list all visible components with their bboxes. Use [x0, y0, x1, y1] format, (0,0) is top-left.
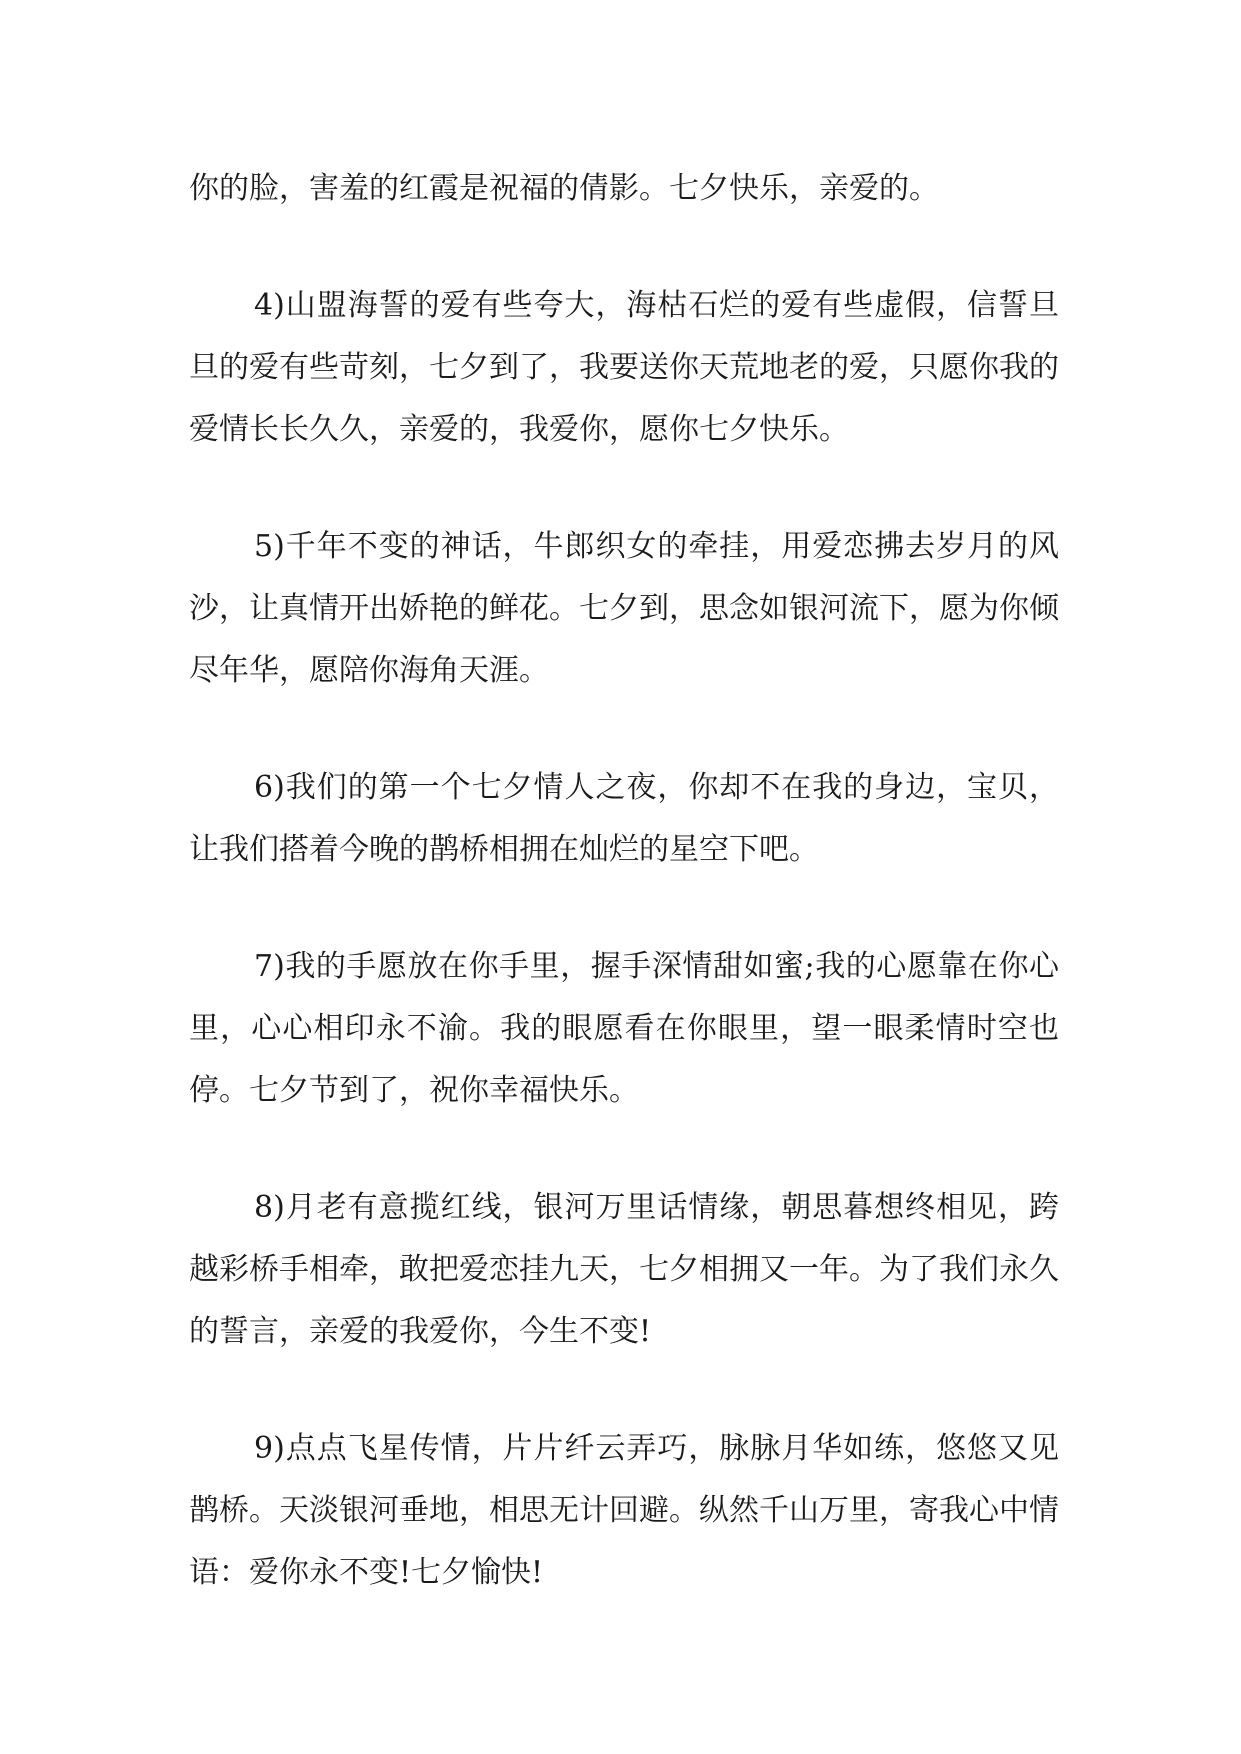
paragraph-7: 7)我的手愿放在你手里，握手深情甜如蜜;我的心愿靠在你心里，心心相印永不渝。我的眼愿看在你眼里，望一眼柔情时空也停。七夕节到了，祝你幸福快乐。	[189, 949, 1059, 1108]
paragraph-4: 4)山盟海誓的爱有些夸大，海枯石烂的爱有些虚假，信誓旦旦的爱有些苛刻，七夕到了，我要送你天荒地老的爱，只愿你我的爱情长长久久，亲爱的，我爱你，愿你七夕快乐。	[189, 288, 1059, 447]
paragraph-8: 8)月老有意揽红线，银河万里话情缘，朝思暮想终相见，跨越彩桥手相牵，敢把爱恋挂九天，七夕相拥又一年。为了我们永久的誓言，亲爱的我爱你，今生不变!	[189, 1190, 1059, 1349]
paragraph-9: 9)点点飞星传情，片片纤云弄巧，脉脉月华如练，悠悠又见鹊桥。天淡银河垂地，相思无计回避。纵然千山万里，寄我心中情语：爱你永不变!七夕愉快!	[189, 1431, 1059, 1590]
paragraph-5: 5)千年不变的神话，牛郎织女的牵挂，用爱恋拂去岁月的风沙，让真情开出娇艳的鲜花。七夕到，思念如银河流下，愿为你倾尽年华，愿陪你海角天涯。	[189, 529, 1059, 688]
document-body	[189, 158, 1059, 1659]
paragraph-6: 6)我们的第一个七夕情人之夜，你却不在我的身边，宝贝，让我们搭着今晚的鹊桥相拥在灿烂的星空下吧。	[189, 770, 1059, 867]
paragraph-continuation: 你的脸，害羞的红霞是祝福的倩影。七夕快乐，亲爱的。	[189, 171, 939, 206]
